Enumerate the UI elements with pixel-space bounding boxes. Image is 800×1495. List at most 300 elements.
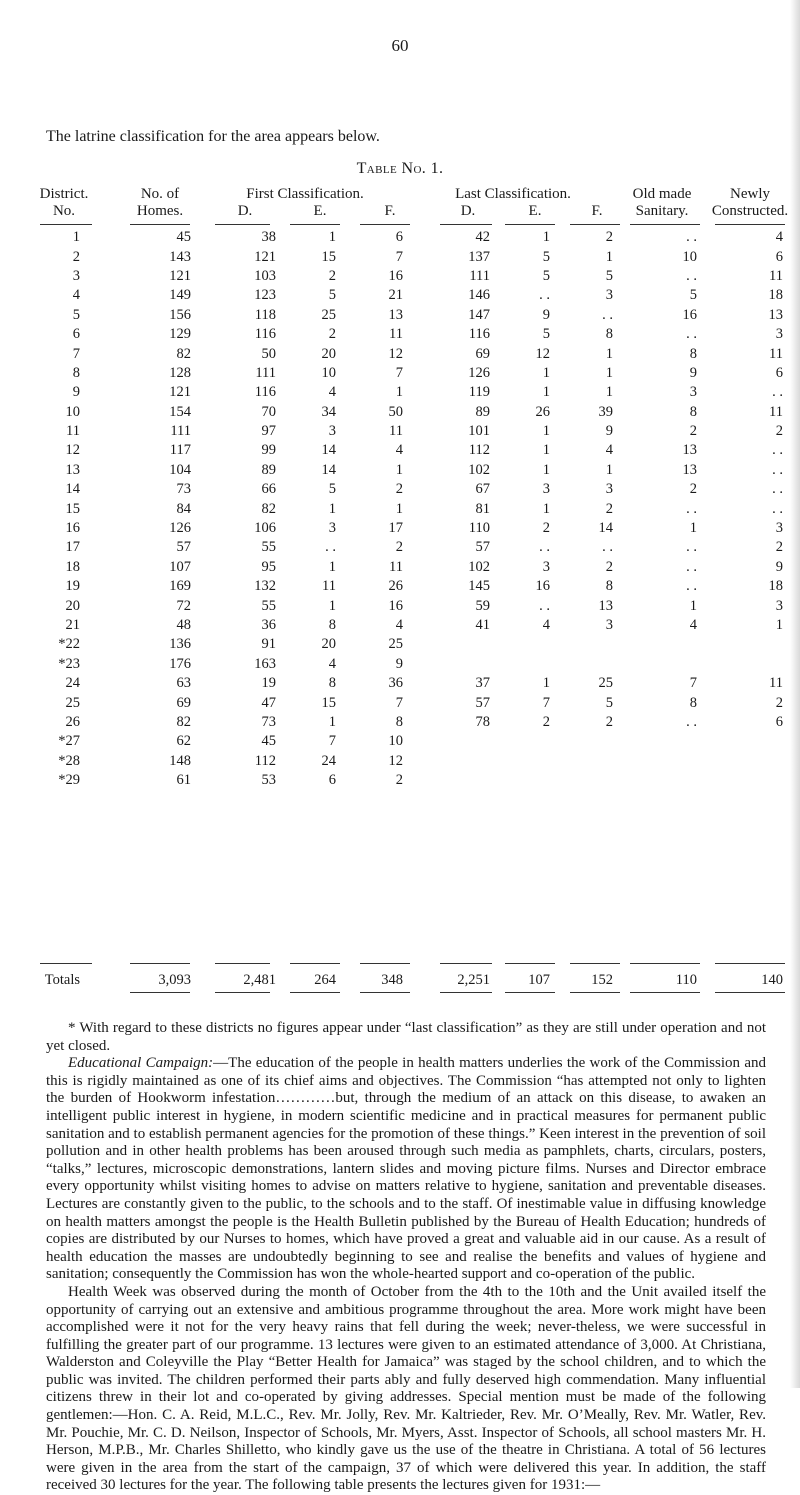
table-row bbox=[0, 364, 783, 383]
table-row bbox=[0, 267, 783, 286]
cell-first-f: 6 bbox=[395, 229, 403, 246]
cell-old-made-sanitary bbox=[613, 655, 697, 674]
cell-newly-constructed: 9 bbox=[775, 558, 783, 575]
page-number: 60 bbox=[391, 36, 409, 55]
cell-first-f: 4 bbox=[395, 617, 403, 633]
cell-first-e: 8 bbox=[328, 617, 336, 633]
header-last-classification: Last Classification. bbox=[455, 186, 571, 202]
cell-first-f: 8 bbox=[395, 713, 403, 730]
cell-newly-constructed: . . bbox=[772, 461, 783, 478]
cell-first-f: 21 bbox=[388, 287, 403, 304]
cell-last-f: 25 bbox=[598, 675, 613, 692]
cell-newly-constructed: 3 bbox=[775, 520, 783, 537]
cell-last-d: 81 bbox=[475, 500, 490, 517]
cell-last-f: 4 bbox=[605, 442, 613, 459]
header-last-e: E. bbox=[528, 203, 542, 219]
cell-first-d: 50 bbox=[261, 345, 276, 362]
cell-homes: 126 bbox=[169, 520, 191, 537]
cell-district: 5 bbox=[72, 306, 80, 323]
cell-first-d: 82 bbox=[261, 500, 276, 517]
cell-homes: 121 bbox=[169, 267, 191, 284]
totals-underline bbox=[630, 992, 700, 993]
table-row bbox=[0, 635, 783, 654]
table-row bbox=[0, 344, 783, 363]
educational-campaign-paragraph bbox=[46, 1055, 766, 1284]
cell-last-d: 57 bbox=[475, 539, 490, 556]
cell-last-f: 5 bbox=[605, 694, 613, 711]
intro-text: The latrine classification for the area appears below. bbox=[46, 128, 380, 145]
cell-district: 26 bbox=[65, 713, 80, 730]
header-rule bbox=[715, 224, 785, 225]
cell-last-f: . . bbox=[602, 539, 613, 556]
cell-last-f: 9 bbox=[605, 423, 613, 440]
header-rule bbox=[440, 224, 492, 225]
cell-newly-constructed bbox=[697, 752, 783, 771]
cell-first-f: 2 bbox=[395, 481, 403, 498]
cell-last-e: 7 bbox=[542, 694, 550, 711]
cell-last-d: 101 bbox=[468, 423, 490, 440]
cell-last-f: 1 bbox=[605, 248, 613, 265]
totals-rule bbox=[630, 963, 700, 964]
cell-first-d: 132 bbox=[254, 578, 276, 595]
table-row bbox=[0, 286, 783, 305]
cell-newly-constructed: 2 bbox=[775, 539, 783, 556]
footnote: * With regard to these districts no figures appear under “last classification” as they are still under operation and not yet closed. bbox=[46, 1020, 766, 1054]
cell-first-d: 70 bbox=[261, 403, 276, 420]
header-last-f: F. bbox=[591, 203, 603, 219]
cell-homes: 156 bbox=[169, 306, 191, 323]
cell-last-d: 102 bbox=[468, 461, 490, 478]
cell-first-e: 7 bbox=[328, 733, 336, 750]
cell-first-d: 55 bbox=[261, 597, 276, 614]
totals-rule bbox=[40, 963, 92, 964]
totals-rule bbox=[215, 963, 270, 964]
cell-first-f: 17 bbox=[388, 520, 403, 537]
cell-homes: 84 bbox=[176, 500, 191, 517]
cell-old-made-sanitary: . . bbox=[686, 539, 697, 556]
cell-first-d: 116 bbox=[254, 326, 276, 343]
table-row bbox=[0, 403, 783, 422]
cell-newly-constructed bbox=[697, 771, 783, 790]
cell-homes: 82 bbox=[176, 713, 191, 730]
cell-last-d bbox=[403, 732, 490, 751]
totals-last-f: 152 bbox=[591, 971, 613, 988]
cell-old-made-sanitary bbox=[613, 635, 697, 654]
cell-old-made-sanitary: 5 bbox=[689, 287, 697, 304]
cell-newly-constructed: 6 bbox=[775, 248, 783, 265]
cell-first-d: 97 bbox=[261, 423, 276, 440]
cell-first-e: 34 bbox=[321, 403, 336, 420]
header-first-f: F. bbox=[384, 203, 396, 219]
header-district-no: No. bbox=[52, 203, 76, 219]
cell-first-f: 7 bbox=[395, 694, 403, 711]
cell-first-f: 7 bbox=[395, 364, 403, 381]
totals-rule bbox=[360, 963, 410, 964]
cell-last-e: 5 bbox=[542, 248, 550, 265]
cell-last-f bbox=[550, 655, 613, 674]
cell-first-f: 11 bbox=[389, 423, 403, 440]
cell-newly-constructed: 2 bbox=[775, 423, 783, 440]
totals-rule bbox=[290, 963, 340, 964]
cell-district: 8 bbox=[72, 364, 80, 381]
cell-last-f: 2 bbox=[605, 229, 613, 246]
totals-underline bbox=[570, 992, 620, 993]
cell-first-e: 20 bbox=[321, 636, 336, 653]
cell-homes: 117 bbox=[169, 442, 191, 459]
cell-last-e: 3 bbox=[542, 558, 550, 575]
cell-last-f: . . bbox=[602, 306, 613, 323]
cell-district: *23 bbox=[58, 655, 80, 672]
cell-last-e bbox=[490, 655, 550, 674]
cell-first-d: 99 bbox=[261, 442, 276, 459]
cell-district: 1 bbox=[72, 229, 80, 246]
cell-first-f: 12 bbox=[388, 345, 403, 362]
table-row bbox=[0, 519, 783, 538]
cell-last-e: 1 bbox=[542, 461, 550, 478]
cell-district: 18 bbox=[65, 558, 80, 575]
cell-last-f: 3 bbox=[605, 481, 613, 498]
cell-first-d: 121 bbox=[254, 248, 276, 265]
header-rule bbox=[360, 224, 410, 225]
cell-district: 6 bbox=[72, 326, 80, 343]
cell-old-made-sanitary: 1 bbox=[689, 597, 697, 614]
cell-homes: 128 bbox=[169, 364, 191, 381]
cell-old-made-sanitary: 13 bbox=[682, 442, 697, 459]
cell-last-d: 146 bbox=[468, 287, 490, 304]
table-row bbox=[0, 499, 783, 518]
cell-old-made-sanitary: 3 bbox=[689, 384, 697, 401]
cell-first-f: 2 bbox=[395, 772, 403, 789]
cell-newly-constructed: 2 bbox=[775, 694, 783, 711]
cell-last-f: 8 bbox=[605, 578, 613, 595]
cell-district: 4 bbox=[72, 287, 80, 304]
cell-district: 14 bbox=[65, 481, 80, 498]
cell-last-e: 1 bbox=[542, 364, 550, 381]
cell-first-f: 13 bbox=[388, 306, 403, 323]
cell-first-e: 14 bbox=[321, 461, 336, 478]
cell-first-d: 36 bbox=[261, 617, 276, 633]
cell-last-f: 5 bbox=[605, 267, 613, 284]
cell-last-f: 1 bbox=[605, 384, 613, 401]
cell-homes: 57 bbox=[176, 539, 191, 556]
cell-last-f bbox=[550, 752, 613, 771]
cell-district: 15 bbox=[65, 500, 80, 517]
cell-last-d: 41 bbox=[475, 617, 490, 633]
totals-first-d: 2,481 bbox=[243, 971, 276, 988]
cell-old-made-sanitary: 9 bbox=[689, 364, 697, 381]
cell-homes: 136 bbox=[169, 636, 191, 653]
cell-old-made-sanitary bbox=[613, 752, 697, 771]
cell-district: *22 bbox=[58, 636, 80, 653]
totals-old-made-sanitary: 110 bbox=[675, 971, 697, 988]
table-row bbox=[0, 422, 783, 441]
cell-old-made-sanitary: 16 bbox=[682, 306, 697, 323]
cell-homes: 121 bbox=[169, 384, 191, 401]
cell-newly-constructed: . . bbox=[772, 500, 783, 517]
cell-last-d: 126 bbox=[468, 364, 490, 381]
table-row bbox=[0, 461, 783, 480]
header-last-d: D. bbox=[460, 203, 476, 219]
cell-last-d: 59 bbox=[475, 597, 490, 614]
cell-district: 19 bbox=[65, 578, 80, 595]
cell-newly-constructed: 1 bbox=[775, 617, 783, 633]
cell-first-e: 5 bbox=[328, 287, 336, 304]
table-row bbox=[0, 383, 783, 402]
cell-first-f: 16 bbox=[388, 597, 403, 614]
cell-first-d: 38 bbox=[261, 229, 276, 246]
cell-first-f: 1 bbox=[395, 500, 403, 517]
table-row bbox=[0, 577, 783, 596]
cell-newly-constructed: . . bbox=[772, 481, 783, 498]
cell-last-e bbox=[490, 771, 550, 790]
cell-last-e bbox=[490, 752, 550, 771]
cell-first-e: 20 bbox=[321, 345, 336, 362]
cell-district: 20 bbox=[65, 597, 80, 614]
cell-last-f: 14 bbox=[598, 520, 613, 537]
cell-first-e: 15 bbox=[321, 248, 336, 265]
cell-district: 21 bbox=[65, 617, 80, 633]
cell-last-d: 69 bbox=[475, 345, 490, 362]
totals-label: Totals bbox=[44, 971, 80, 988]
cell-district: 11 bbox=[66, 423, 80, 440]
header-rule bbox=[505, 224, 555, 225]
totals-underline bbox=[215, 992, 270, 993]
cell-first-e: 1 bbox=[328, 597, 336, 614]
cell-last-e: 1 bbox=[542, 675, 550, 692]
header-no-of: No. of bbox=[140, 186, 180, 202]
totals-rule bbox=[130, 963, 190, 964]
cell-first-e: 6 bbox=[328, 772, 336, 789]
cell-first-f: 16 bbox=[388, 267, 403, 284]
cell-first-f: 11 bbox=[389, 558, 403, 575]
cell-first-d: 47 bbox=[261, 694, 276, 711]
table-caption: Table No. 1. bbox=[356, 160, 444, 177]
cell-first-d: 123 bbox=[254, 287, 276, 304]
table-row bbox=[0, 538, 783, 557]
cell-first-d: 91 bbox=[261, 636, 276, 653]
cell-last-d bbox=[403, 655, 490, 674]
table-row bbox=[0, 325, 783, 344]
cell-district: 2 bbox=[72, 248, 80, 265]
cell-last-d: 111 bbox=[469, 267, 490, 284]
cell-last-d: 89 bbox=[475, 403, 490, 420]
cell-old-made-sanitary: . . bbox=[686, 713, 697, 730]
cell-homes: 45 bbox=[176, 229, 191, 246]
cell-newly-constructed: . . bbox=[772, 442, 783, 459]
cell-last-e: 1 bbox=[542, 500, 550, 517]
cell-first-e: 24 bbox=[321, 752, 336, 769]
cell-newly-constructed: 6 bbox=[775, 364, 783, 381]
cell-first-e: 8 bbox=[328, 675, 336, 692]
cell-first-e: 1 bbox=[328, 229, 336, 246]
cell-homes: 73 bbox=[176, 481, 191, 498]
totals-newly-constructed: 140 bbox=[761, 971, 783, 988]
cell-first-d: 106 bbox=[254, 520, 276, 537]
cell-newly-constructed bbox=[697, 655, 783, 674]
cell-newly-constructed: 4 bbox=[775, 229, 783, 246]
cell-last-f bbox=[550, 635, 613, 654]
totals-rule bbox=[505, 963, 555, 964]
cell-last-d: 102 bbox=[468, 558, 490, 575]
cell-first-e: 5 bbox=[328, 481, 336, 498]
table-row bbox=[0, 247, 783, 266]
header-rule bbox=[570, 224, 620, 225]
header-rule bbox=[130, 224, 190, 225]
cell-last-d: 37 bbox=[475, 675, 490, 692]
cell-last-f: 2 bbox=[605, 713, 613, 730]
cell-first-d: 66 bbox=[261, 481, 276, 498]
cell-newly-constructed: 3 bbox=[775, 597, 783, 614]
cell-old-made-sanitary: . . bbox=[686, 326, 697, 343]
cell-first-f: 2 bbox=[395, 539, 403, 556]
cell-old-made-sanitary: 7 bbox=[689, 675, 697, 692]
cell-district: 25 bbox=[65, 694, 80, 711]
cell-first-e: 10 bbox=[321, 364, 336, 381]
cell-last-f: 2 bbox=[605, 500, 613, 517]
cell-last-e: 2 bbox=[542, 520, 550, 537]
totals-underline bbox=[290, 992, 340, 993]
cell-homes: 143 bbox=[169, 248, 191, 265]
cell-first-d: 45 bbox=[261, 733, 276, 750]
totals-last-e: 107 bbox=[528, 971, 550, 988]
cell-last-d: 112 bbox=[468, 442, 490, 459]
cell-first-e: 15 bbox=[321, 694, 336, 711]
cell-last-f: 1 bbox=[605, 461, 613, 478]
cell-district: *27 bbox=[58, 733, 80, 750]
cell-last-e: 5 bbox=[542, 326, 550, 343]
cell-first-f: 7 bbox=[395, 248, 403, 265]
totals-underline bbox=[505, 992, 555, 993]
cell-last-e: 9 bbox=[542, 306, 550, 323]
cell-last-e: 12 bbox=[535, 345, 550, 362]
cell-district: *28 bbox=[58, 752, 80, 769]
cell-first-f: 10 bbox=[388, 733, 403, 750]
cell-old-made-sanitary: 2 bbox=[689, 423, 697, 440]
cell-last-d: 57 bbox=[475, 694, 490, 711]
cell-old-made-sanitary: . . bbox=[686, 267, 697, 284]
educational-campaign-text: —The education of the people in health matters underlies the work of the Commission and this is rigidly maintained as one of its chief aims and objectives. The Commission “has attempted not only to lighten the burden of Hookworm infestation…………but, through the medium of an attack on this disease, to awaken an intelligent public interest in hygiene, in modern scientific medicine and in practical measures for permanent public sanitation and to establish permanent agencies for the promotion of these things.” Keen interest in the prevention of soil pollution and in other health problems has been aroused through such media as pamphlets, charts, circulars, posters, “talks,” lectures, microscopic demonstrations, lantern slides and moving picture films. Nurses and Director embrace every opportunity whilst visiting homes to advise on matters relative to hygiene, sanitation and preventable diseases. Lectures are constantly given to the public, to the schools and to the staff. Of inestimable value in diffusing knowledge on health matters amongst the people is the Health Bulletin published by the Bureau of Health Education; hundreds of copies are distributed by our Nurses to homes, which have proved a great and valuable aid in our cause. As a result of health education the masses are undoubtedly beginning to see and realise the benefits and values of hygiene and sanitation; consequently the Commission has won the whole-hearted support and co-operation of the public. bbox=[46, 1055, 766, 1283]
cell-homes: 69 bbox=[176, 694, 191, 711]
cell-homes: 154 bbox=[169, 403, 191, 420]
cell-newly-constructed: 11 bbox=[769, 345, 783, 362]
cell-district: 10 bbox=[65, 403, 80, 420]
cell-homes: 129 bbox=[169, 326, 191, 343]
cell-newly-constructed: 11 bbox=[769, 675, 783, 692]
totals-rule bbox=[440, 963, 492, 964]
table-row bbox=[0, 713, 783, 732]
cell-first-e: 25 bbox=[321, 306, 336, 323]
cell-last-f bbox=[550, 771, 613, 790]
cell-first-e: 2 bbox=[328, 267, 336, 284]
cell-homes: 72 bbox=[176, 597, 191, 614]
cell-old-made-sanitary bbox=[613, 732, 697, 751]
cell-first-d: 95 bbox=[261, 558, 276, 575]
cell-first-d: 111 bbox=[255, 364, 276, 381]
cell-last-f: 13 bbox=[598, 597, 613, 614]
header-rule bbox=[290, 224, 340, 225]
cell-old-made-sanitary: . . bbox=[686, 500, 697, 517]
cell-last-e: 26 bbox=[535, 403, 550, 420]
header-newly: Newly bbox=[730, 186, 770, 202]
cell-last-d bbox=[403, 771, 490, 790]
cell-newly-constructed bbox=[697, 635, 783, 654]
cell-first-e: 1 bbox=[328, 500, 336, 517]
cell-first-e: 1 bbox=[328, 558, 336, 575]
cell-first-e: . . bbox=[325, 539, 336, 556]
cell-first-f: 12 bbox=[388, 752, 403, 769]
cell-last-e: 3 bbox=[542, 481, 550, 498]
cell-district: *29 bbox=[58, 772, 80, 789]
cell-first-e: 14 bbox=[321, 442, 336, 459]
table-row bbox=[0, 306, 783, 325]
totals-underline bbox=[130, 992, 190, 993]
cell-old-made-sanitary bbox=[613, 771, 697, 790]
cell-last-e: 2 bbox=[542, 713, 550, 730]
cell-first-f: 36 bbox=[388, 675, 403, 692]
cell-old-made-sanitary: 4 bbox=[689, 617, 697, 633]
header-first-d: D. bbox=[237, 203, 253, 219]
table-row bbox=[0, 732, 783, 751]
header-old-made: Old made bbox=[632, 186, 692, 202]
table-row bbox=[0, 752, 783, 771]
cell-newly-constructed: 3 bbox=[775, 326, 783, 343]
cell-last-f bbox=[550, 732, 613, 751]
cell-last-d: 116 bbox=[468, 326, 490, 343]
cell-newly-constructed: 18 bbox=[768, 287, 783, 304]
header-first-classification: First Classification. bbox=[246, 186, 364, 202]
cell-last-f: 3 bbox=[605, 617, 613, 633]
header-district: District. bbox=[39, 186, 89, 202]
cell-last-d bbox=[403, 635, 490, 654]
cell-last-d: 42 bbox=[475, 229, 490, 246]
cell-district: 12 bbox=[65, 442, 80, 459]
cell-old-made-sanitary: 2 bbox=[689, 481, 697, 498]
cell-last-e: 4 bbox=[542, 617, 550, 633]
cell-last-f: 39 bbox=[598, 403, 613, 420]
totals-underline bbox=[715, 992, 785, 993]
table-row bbox=[0, 616, 783, 635]
cell-first-d: 73 bbox=[261, 713, 276, 730]
cell-first-d: 103 bbox=[254, 267, 276, 284]
cell-last-e: 1 bbox=[542, 442, 550, 459]
header-constructed: Constructed. bbox=[711, 203, 789, 219]
cell-first-d: 19 bbox=[261, 675, 276, 692]
cell-homes: 62 bbox=[176, 733, 191, 750]
header-rule bbox=[630, 224, 700, 225]
cell-first-f: 11 bbox=[389, 326, 403, 343]
cell-first-f: 9 bbox=[395, 655, 403, 672]
totals-underline bbox=[440, 992, 492, 993]
cell-homes: 104 bbox=[169, 461, 191, 478]
cell-last-d: 110 bbox=[468, 520, 490, 537]
cell-newly-constructed: 18 bbox=[768, 578, 783, 595]
cell-last-d bbox=[403, 752, 490, 771]
cell-homes: 107 bbox=[169, 558, 191, 575]
cell-district: 3 bbox=[72, 267, 80, 284]
header-rule bbox=[215, 224, 270, 225]
cell-last-e bbox=[490, 635, 550, 654]
cell-last-e: . . bbox=[539, 287, 550, 304]
cell-last-f: 8 bbox=[605, 326, 613, 343]
cell-old-made-sanitary: 8 bbox=[689, 403, 697, 420]
totals-first-f: 348 bbox=[381, 971, 403, 988]
table-row bbox=[0, 441, 783, 460]
cell-newly-constructed bbox=[697, 732, 783, 751]
cell-old-made-sanitary: 8 bbox=[689, 345, 697, 362]
table-row bbox=[0, 674, 783, 693]
cell-first-f: 26 bbox=[388, 578, 403, 595]
cell-last-d: 147 bbox=[468, 306, 490, 323]
